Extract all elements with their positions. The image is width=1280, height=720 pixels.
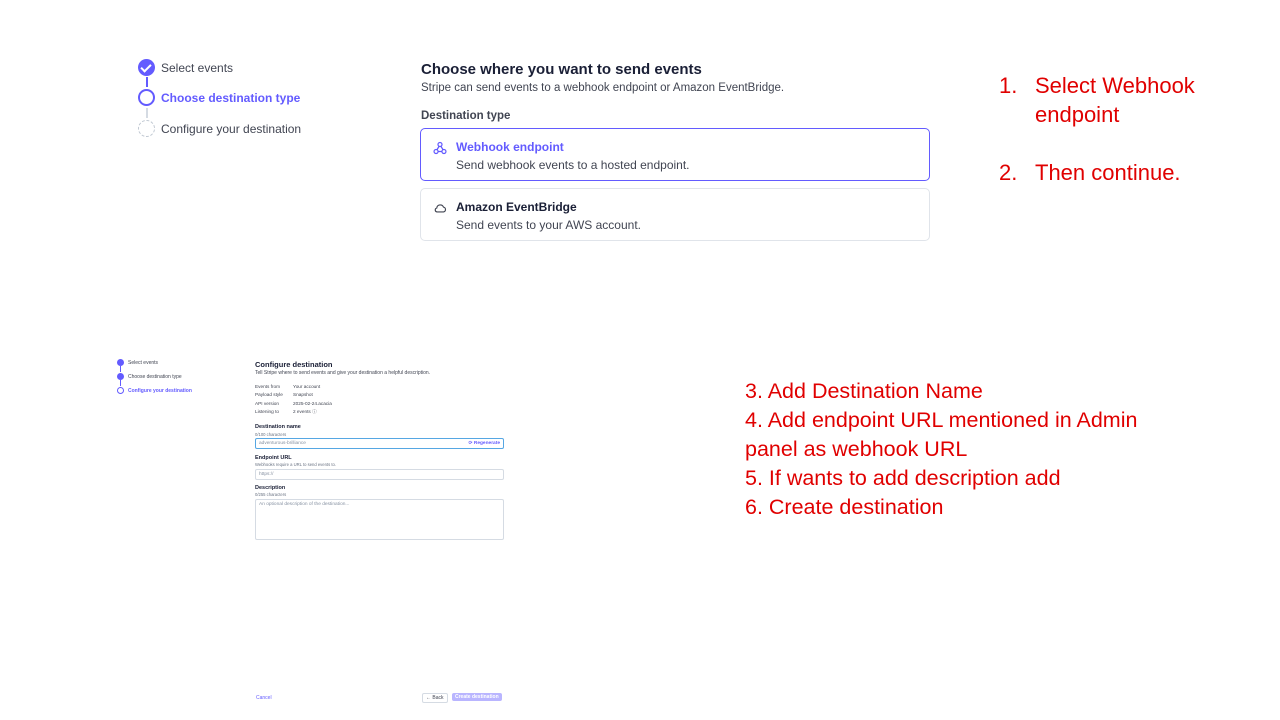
annotation-number: 2. [999, 160, 1018, 185]
detail-row: API version 2025-02-24.acacia [255, 401, 332, 406]
destination-name-input[interactable]: adventurous-brilliance ⟳ Regenerate [255, 438, 504, 449]
page-title: Choose where you want to send events [421, 61, 702, 78]
step-select-events[interactable] [138, 59, 233, 76]
option-amazon-eventbridge[interactable] [420, 188, 930, 241]
step-choose-destination-type[interactable] [117, 373, 182, 380]
step-connector [146, 108, 148, 118]
step-connector [120, 366, 121, 372]
destination-name-label: Destination name [255, 424, 301, 430]
step-label: Select events [161, 60, 234, 75]
annotation-block [745, 377, 1265, 522]
description-hint: 0/255 characters [255, 492, 287, 497]
destination-name-hint: 0/100 characters [255, 432, 287, 437]
check-icon [138, 59, 155, 76]
step-configure-destination[interactable] [138, 120, 301, 137]
step-choose-destination-type[interactable] [138, 89, 300, 106]
description-label: Description [255, 485, 286, 491]
option-title: Amazon EventBridge [456, 200, 577, 214]
destination-type-label: Destination type [421, 110, 511, 122]
configure-subtitle: Tell Stripe where to send events and give your destination a helpful description. [255, 370, 431, 376]
pending-step-icon [138, 120, 155, 137]
annotation-line: 6. Create destination [745, 495, 944, 519]
annotation-line: panel as webhook URL [745, 437, 968, 461]
step-label: Configure your destination [161, 121, 302, 136]
annotation-text: endpoint [1035, 102, 1120, 127]
annotation-number: 1. [999, 73, 1018, 98]
step-connector [120, 380, 121, 386]
endpoint-url-input[interactable]: https:// [255, 469, 504, 480]
check-icon [117, 359, 124, 366]
back-button[interactable]: ← Back [422, 693, 448, 703]
step-label: Configure your destination [128, 387, 192, 394]
step-label: Choose destination type [128, 373, 182, 380]
cloud-icon [433, 201, 447, 215]
option-webhook-endpoint[interactable] [420, 128, 930, 181]
option-title: Webhook endpoint [456, 140, 564, 154]
step-label: Select events [128, 359, 159, 366]
current-step-icon [117, 387, 124, 394]
annotation-line: 4. Add endpoint URL mentioned in Admin [745, 408, 1138, 432]
step-connector [146, 77, 148, 87]
endpoint-url-label: Endpoint URL [255, 455, 292, 461]
webhook-icon [433, 141, 447, 155]
description-textarea[interactable]: An optional description of the destination... [255, 499, 504, 540]
detail-row: Events from Your account [255, 384, 321, 389]
option-description: Send events to your AWS account. [456, 218, 641, 232]
option-description: Send webhook events to a hosted endpoint. [456, 158, 690, 172]
current-step-icon [138, 89, 155, 106]
regenerate-button[interactable]: ⟳ Regenerate [468, 441, 500, 446]
annotation-line: 3. Add Destination Name [745, 379, 983, 403]
endpoint-url-hint: Webhooks require a URL to send events to. [255, 462, 337, 467]
step-configure-destination[interactable] [117, 387, 192, 394]
annotation-text: Select Webhook [1035, 73, 1195, 98]
step-label: Choose destination type [161, 90, 301, 105]
check-icon [117, 373, 124, 380]
configure-title: Configure destination [255, 360, 333, 369]
cancel-button[interactable]: Cancel [256, 695, 272, 701]
create-destination-button[interactable]: Create destination [452, 693, 502, 701]
annotation-text: Then continue. [1035, 160, 1181, 185]
detail-row: Payload style Snapshot [255, 392, 313, 397]
annotation-line: 5. If wants to add description add [745, 466, 1061, 490]
detail-row: Listening to 2 events ⓘ [255, 409, 317, 414]
page-subtitle: Stripe can send events to a webhook endpoint or Amazon EventBridge. [421, 82, 785, 94]
step-select-events[interactable] [117, 359, 158, 366]
